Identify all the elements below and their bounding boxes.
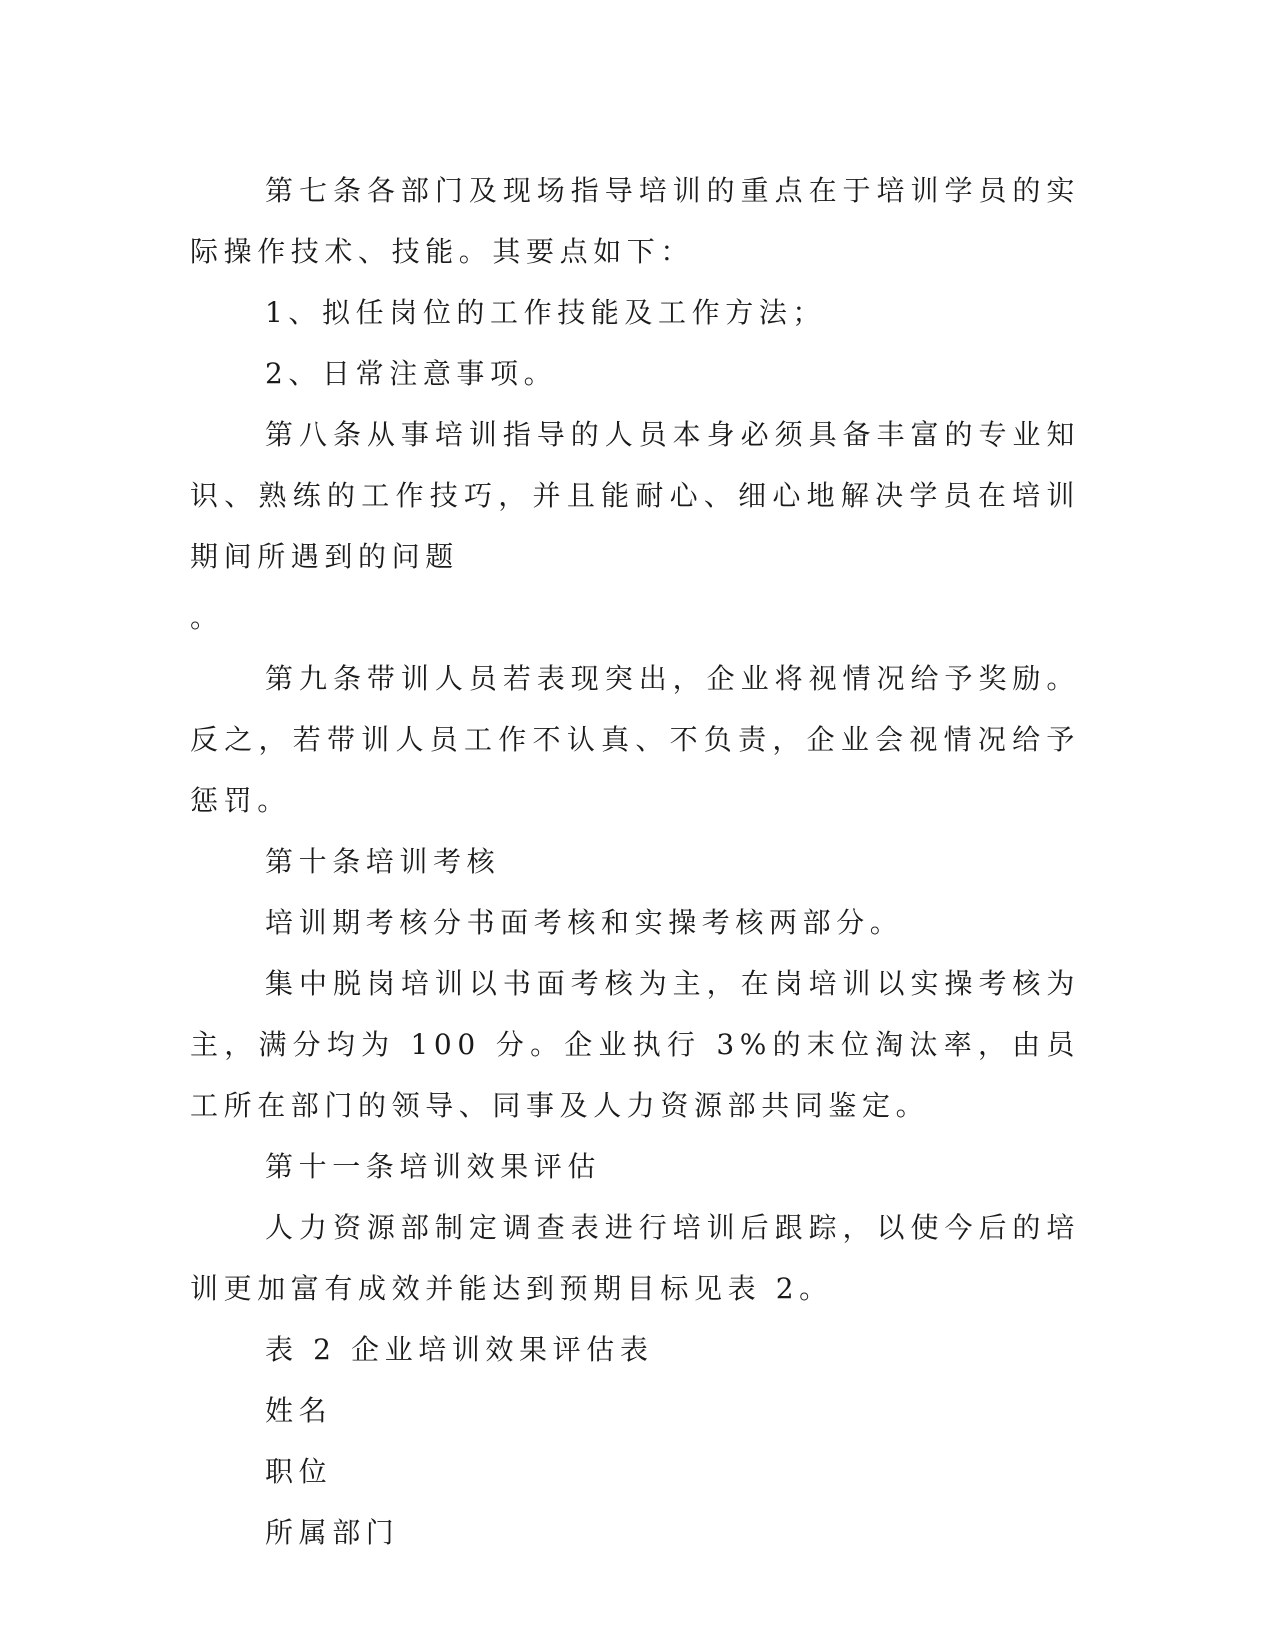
field-name-label: 姓名 [265,1394,333,1427]
article-8-paragraph: 第八条从事培训指导的人员本身必须具备丰富的专业知识、熟练的工作技巧，并且能耐心、细心地解决学员在培训期间所遇到的问题 [190,418,1080,573]
assessment-rules-paragraph: 集中脱岗培训以书面考核为主，在岗培训以实操考核为主，满分均为 100 分。企业执行 3%的末位淘汰率，由员工所在部门的领导、同事及人力资源部共同鉴定。 [190,967,1080,1122]
field-department-label: 所属部门 [265,1516,400,1549]
list-item-1: 1、拟任岗位的工作技能及工作方法； [265,296,827,329]
field-position-label: 职位 [265,1455,333,1488]
article-8-trailing-punctuation: 。 [190,601,224,634]
document-body [190,160,1080,1563]
article-7-paragraph: 第七条各部门及现场指导培训的重点在于培训学员的实际操作技术、技能。其要点如下： [190,174,1080,268]
list-item-2: 2、日常注意事项。 [265,357,558,390]
article-9-paragraph: 第九条带训人员若表现突出，企业将视情况给予奖励。反之，若带训人员工作不认真、不负责，企业会视情况给予惩罚。 [190,662,1080,817]
assessment-parts-paragraph: 培训期考核分书面考核和实操考核两部分。 [265,906,904,939]
evaluation-paragraph: 人力资源部制定调查表进行培训后跟踪，以使今后的培训更加富有成效并能达到预期目标见表 2。 [190,1211,1080,1305]
article-10-heading: 第十条培训考核 [265,845,501,878]
article-11-heading: 第十一条培训效果评估 [265,1150,602,1183]
table-2-caption: 表 2 企业培训效果评估表 [265,1333,654,1366]
